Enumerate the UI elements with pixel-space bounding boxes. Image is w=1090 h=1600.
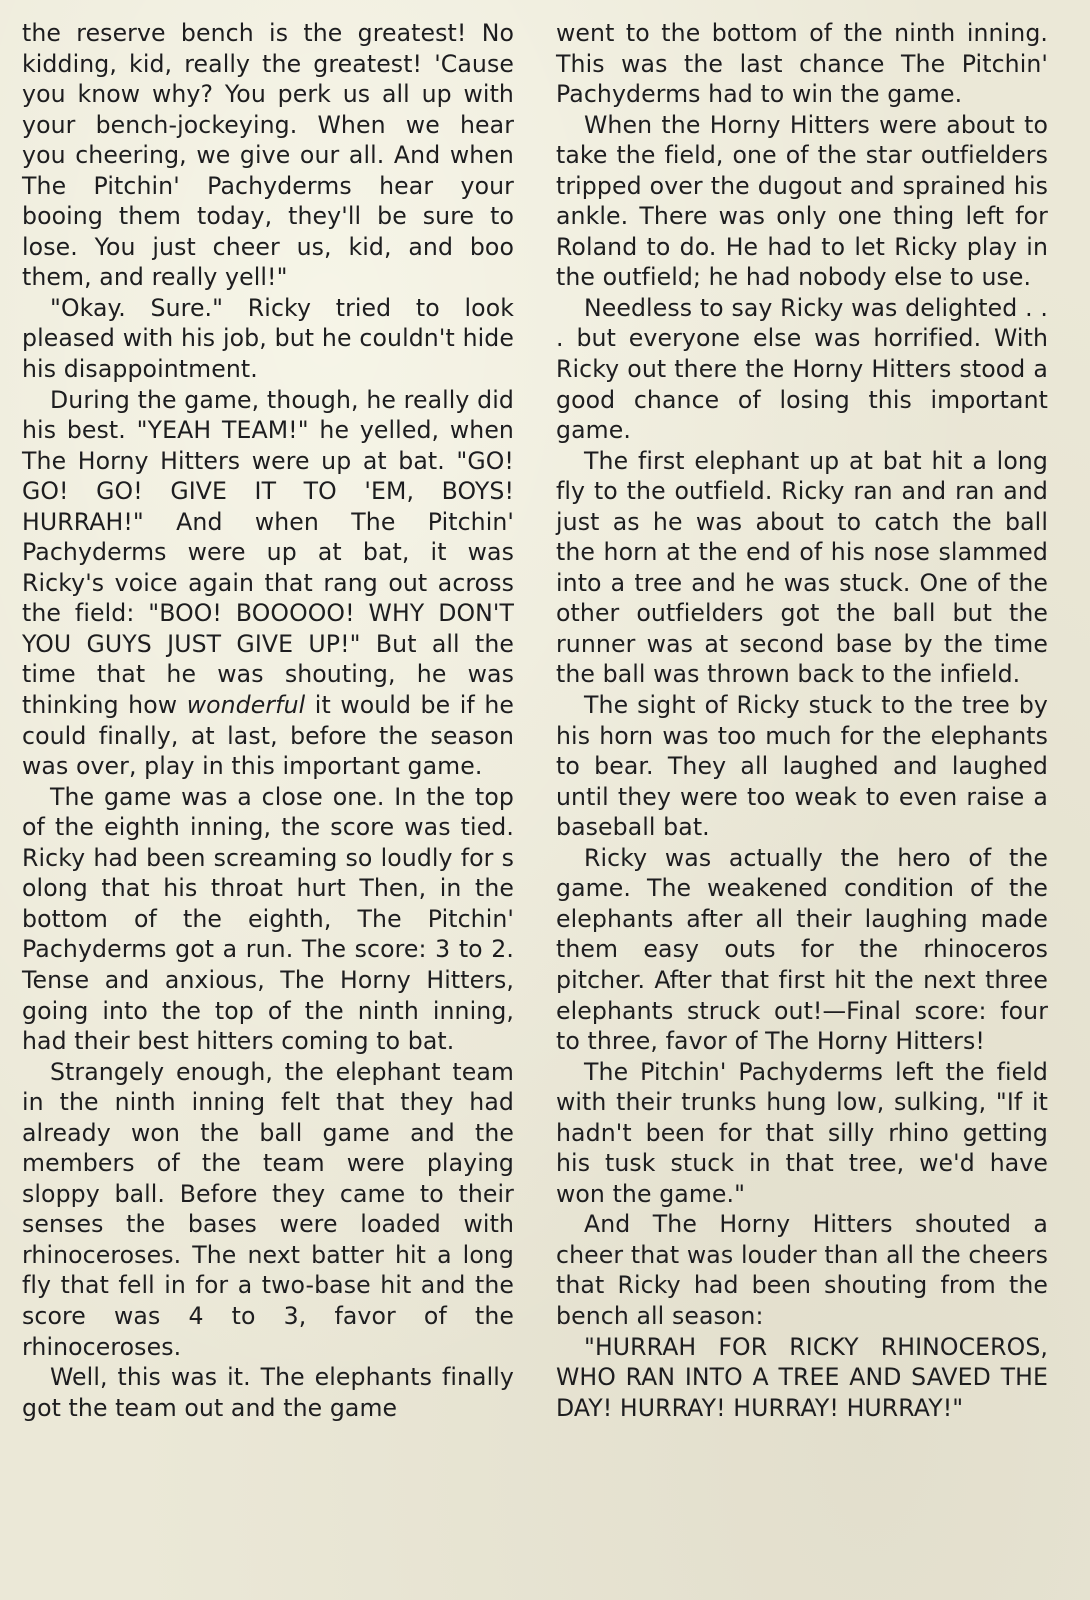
paragraph: Needless to say Ricky was delighted . . . but everyone else was horrified. With Ricky out there the Horny Hitters stood a good chance of losing this important game. (556, 293, 1048, 445)
paragraph: went to the bottom of the ninth inning. This was the last chance The Pitchin' Pachyderms had to win the game. (556, 19, 1048, 109)
paragraph: Ricky was actually the hero of the game. The weakened condition of the elephants after all their laughing made them easy outs for the rhinoceros pitcher. After that first hit the next three elephants struck out!—Final score: four to three, favor of The Horny Hitters! (556, 843, 1048, 1056)
paragraph: When the Horny Hitters were about to take the field, one of the star outfielders tripped over the dugout and sprained his ankle. There was only one thing left for Roland to do. He had to let Ricky play in the outfield; he had nobody else to use. (556, 110, 1048, 292)
emphasis-text: wonderful (186, 691, 306, 720)
paragraph: The sight of Ricky stuck to the tree by his horn was too much for the elephants to bear. They all laughed and laughed until they were too weak to even raise a baseball bat. (556, 691, 1048, 842)
paragraph: The first elephant up at bat hit a long fly to the outfield. Ricky ran and ran and just as he was about to catch the ball the horn at the end of his nose slammed into a tree and he was stuck. One of the other outfielders got the ball but the runner was at second base by the time the ball was thrown back to the infield. (556, 446, 1048, 689)
left-column (22, 18, 514, 1423)
paragraph (22, 385, 514, 782)
paragraph: Strangely enough, the elephant team in the ninth inning felt that they had already won the ball game and the members of the team were playing sloppy ball. Before they came to their senses the bases were loaded with rhinoceroses. The next batter hit a long fly that fell in for a two-base hit and the score was 4 to 3, favor of the rhinoceroses. (22, 1057, 514, 1361)
paragraph: the reserve bench is the greatest! No kidding, kid, really the greatest! 'Cause you know why? You perk us all up with your bench-jockeying. When we hear you cheering, we give our all. And when The Pitchin' Pachyderms hear your booing them today, they'll be sure to lose. You just cheer us, kid, and boo them, and really yell!" (22, 19, 514, 292)
paragraph: Well, this was it. The elephants finally got the team out and the game (22, 1363, 514, 1422)
paragraph: The Pitchin' Pachyderms left the field with their trunks hung low, sulking, "If it hadn't been for that silly rhino getting his tusk stuck in that tree, we'd have won the game." (556, 1057, 1048, 1208)
right-column (556, 18, 1048, 1423)
paragraph-text: it would be if he could finally, at last, before the season was over, play in this important game. (22, 691, 514, 781)
paragraph-text: During the game, though, he really did his best. "YEAH TEAM!" he yelled, when The Horny Hitters were up at bat. "GO! GO! GO! GIVE IT TO 'EM, BOYS! HURRAH!" And when The Pitchin' Pachyderms were up at bat, it was Ricky's voice again that rang out across the field: "BOO! BOOOOO! WHY DON'T YOU GUYS JUST GIVE UP!" But all the time that he was shouting, he was thinking how (22, 385, 514, 720)
paragraph: And The Horny Hitters shouted a cheer that was louder than all the cheers that Ricky had been shouting from the bench all season: (556, 1210, 1048, 1330)
paragraph: The game was a close one. In the top of the eighth inning, the score was tied. Ricky had been screaming so loudly for s olong that his throat hurt Then, in the bottom of the eighth, The Pitchin' Pachyderms got a run. The score: 3 to 2. Tense and anxious, The Horny Hitters, going into the top of the ninth inning, had their best hitters coming to bat. (22, 782, 514, 1056)
paragraph: "Okay. Sure." Ricky tried to look pleased with his job, but he couldn't hide his disappointment. (22, 293, 514, 384)
paragraph: "HURRAH FOR RICKY RHINOCEROS, WHO RAN INTO A TREE AND SAVED THE DAY! HURRAY! HURRAY! HURRAY!" (556, 1332, 1048, 1422)
